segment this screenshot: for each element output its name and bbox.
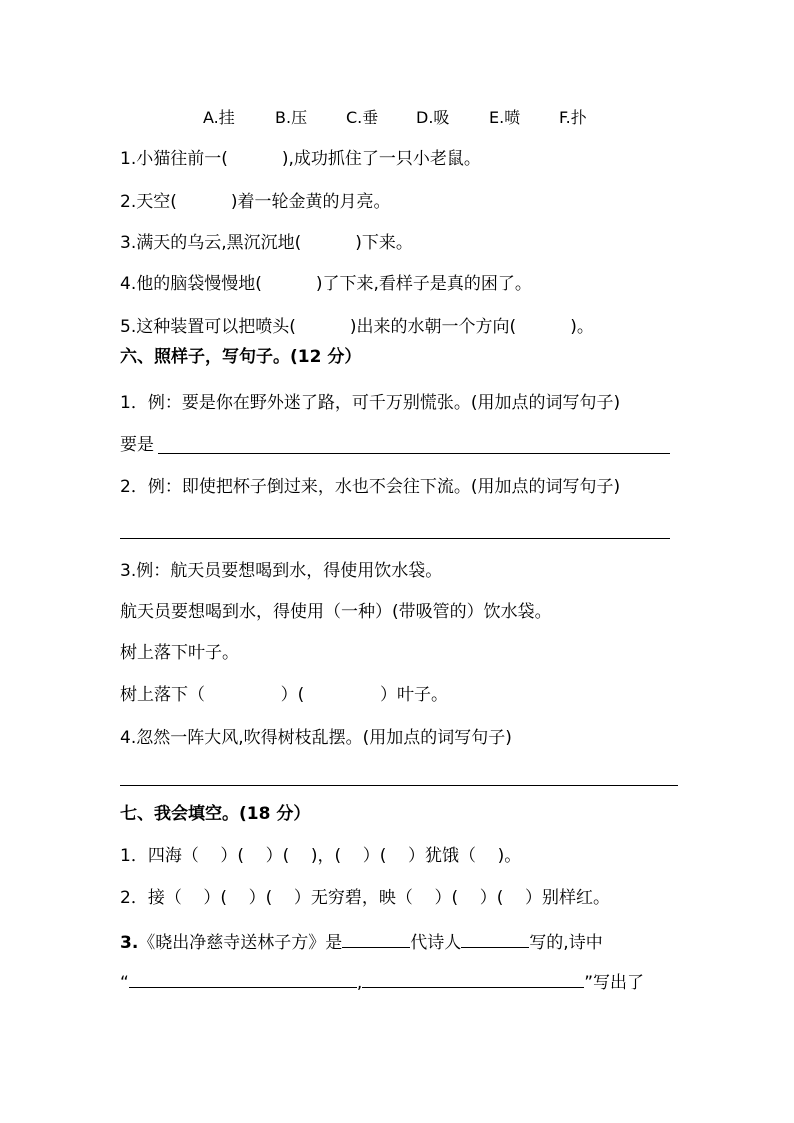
section-7-q1: 1．四海（ ）( ）( )，( ）( ）犹饿（ )。 (120, 846, 522, 866)
option-c: C.垂 (346, 108, 379, 127)
answer-line-q2[interactable] (120, 538, 670, 539)
section-7-q2: 2．接（ ）( ）( ）无穷碧，映（ ）( ）( ）别样红。 (120, 888, 611, 908)
section-6-q3-fill: 树上落下（ ）( ）叶子。 (120, 685, 448, 705)
section-7-q3-line1 (120, 931, 603, 954)
section-6-heading: 六、照样子，写句子。(12 分） (120, 347, 362, 367)
section-6-q3: 3.例：航天员要想喝到水，得使用饮水袋。 (120, 561, 443, 581)
section-6-q3-task: 树上落下叶子。 (120, 643, 239, 663)
section-7-q3-text-c: 写的,诗中 (529, 933, 603, 953)
section-7-q3-number: 3. (120, 933, 139, 953)
fill-item-4: 4.他的脑袋慢慢地( )了下来,看样子是真的困了。 (120, 274, 532, 294)
option-d: D.吸 (416, 108, 450, 127)
fill-item-3: 3.满天的乌云,黑沉沉地( )下来。 (120, 233, 413, 253)
section-7-q3-text-a: 《晓出净慈寺送林子方》是 (138, 933, 343, 953)
blank-dynasty[interactable] (342, 931, 410, 948)
close-quote-suffix: ”写出了 (584, 973, 645, 993)
section-7-q3-text-b: 代诗人 (410, 933, 462, 953)
section-7-q3-line2 (120, 971, 644, 994)
section-6-q1: 1．例：要是你在野外迷了路，可千万别慌张。(用加点的词写句子) (120, 393, 621, 413)
fill-item-5: 5.这种装置可以把喷头( )出来的水朝一个方向( )。 (120, 317, 594, 337)
blank-verse-2[interactable] (362, 971, 584, 988)
option-b: B.压 (275, 108, 308, 127)
answer-line-q1[interactable] (158, 453, 670, 454)
option-f: F.扑 (559, 108, 587, 127)
section-6-q3-example: 航天员要想喝到水，得使用（一种）(带吸管的）饮水袋。 (120, 602, 552, 622)
blank-verse-1[interactable] (129, 971, 357, 988)
section-6-q4: 4.忽然一阵大风,吹得树枝乱摆。(用加点的词写句子) (120, 728, 512, 748)
open-quote: “ (120, 973, 129, 993)
blank-poet[interactable] (461, 931, 529, 948)
section-6-q2: 2．例：即使把杯子倒过来，水也不会往下流。(用加点的词写句子) (120, 477, 621, 497)
fill-item-1: 1.小猫往前一( ),成功抓住了一只小老鼠。 (120, 149, 481, 169)
verse-comma: , (356, 973, 363, 993)
option-a: A.挂 (203, 108, 235, 127)
section-7-heading: 七、我会填空。(18 分） (120, 804, 311, 824)
section-6-q1-answer-prefix: 要是 (120, 435, 154, 455)
fill-item-2: 2.天空( )着一轮金黄的月亮。 (120, 192, 391, 212)
option-e: E.喷 (489, 108, 521, 127)
answer-line-q4[interactable] (120, 785, 678, 786)
